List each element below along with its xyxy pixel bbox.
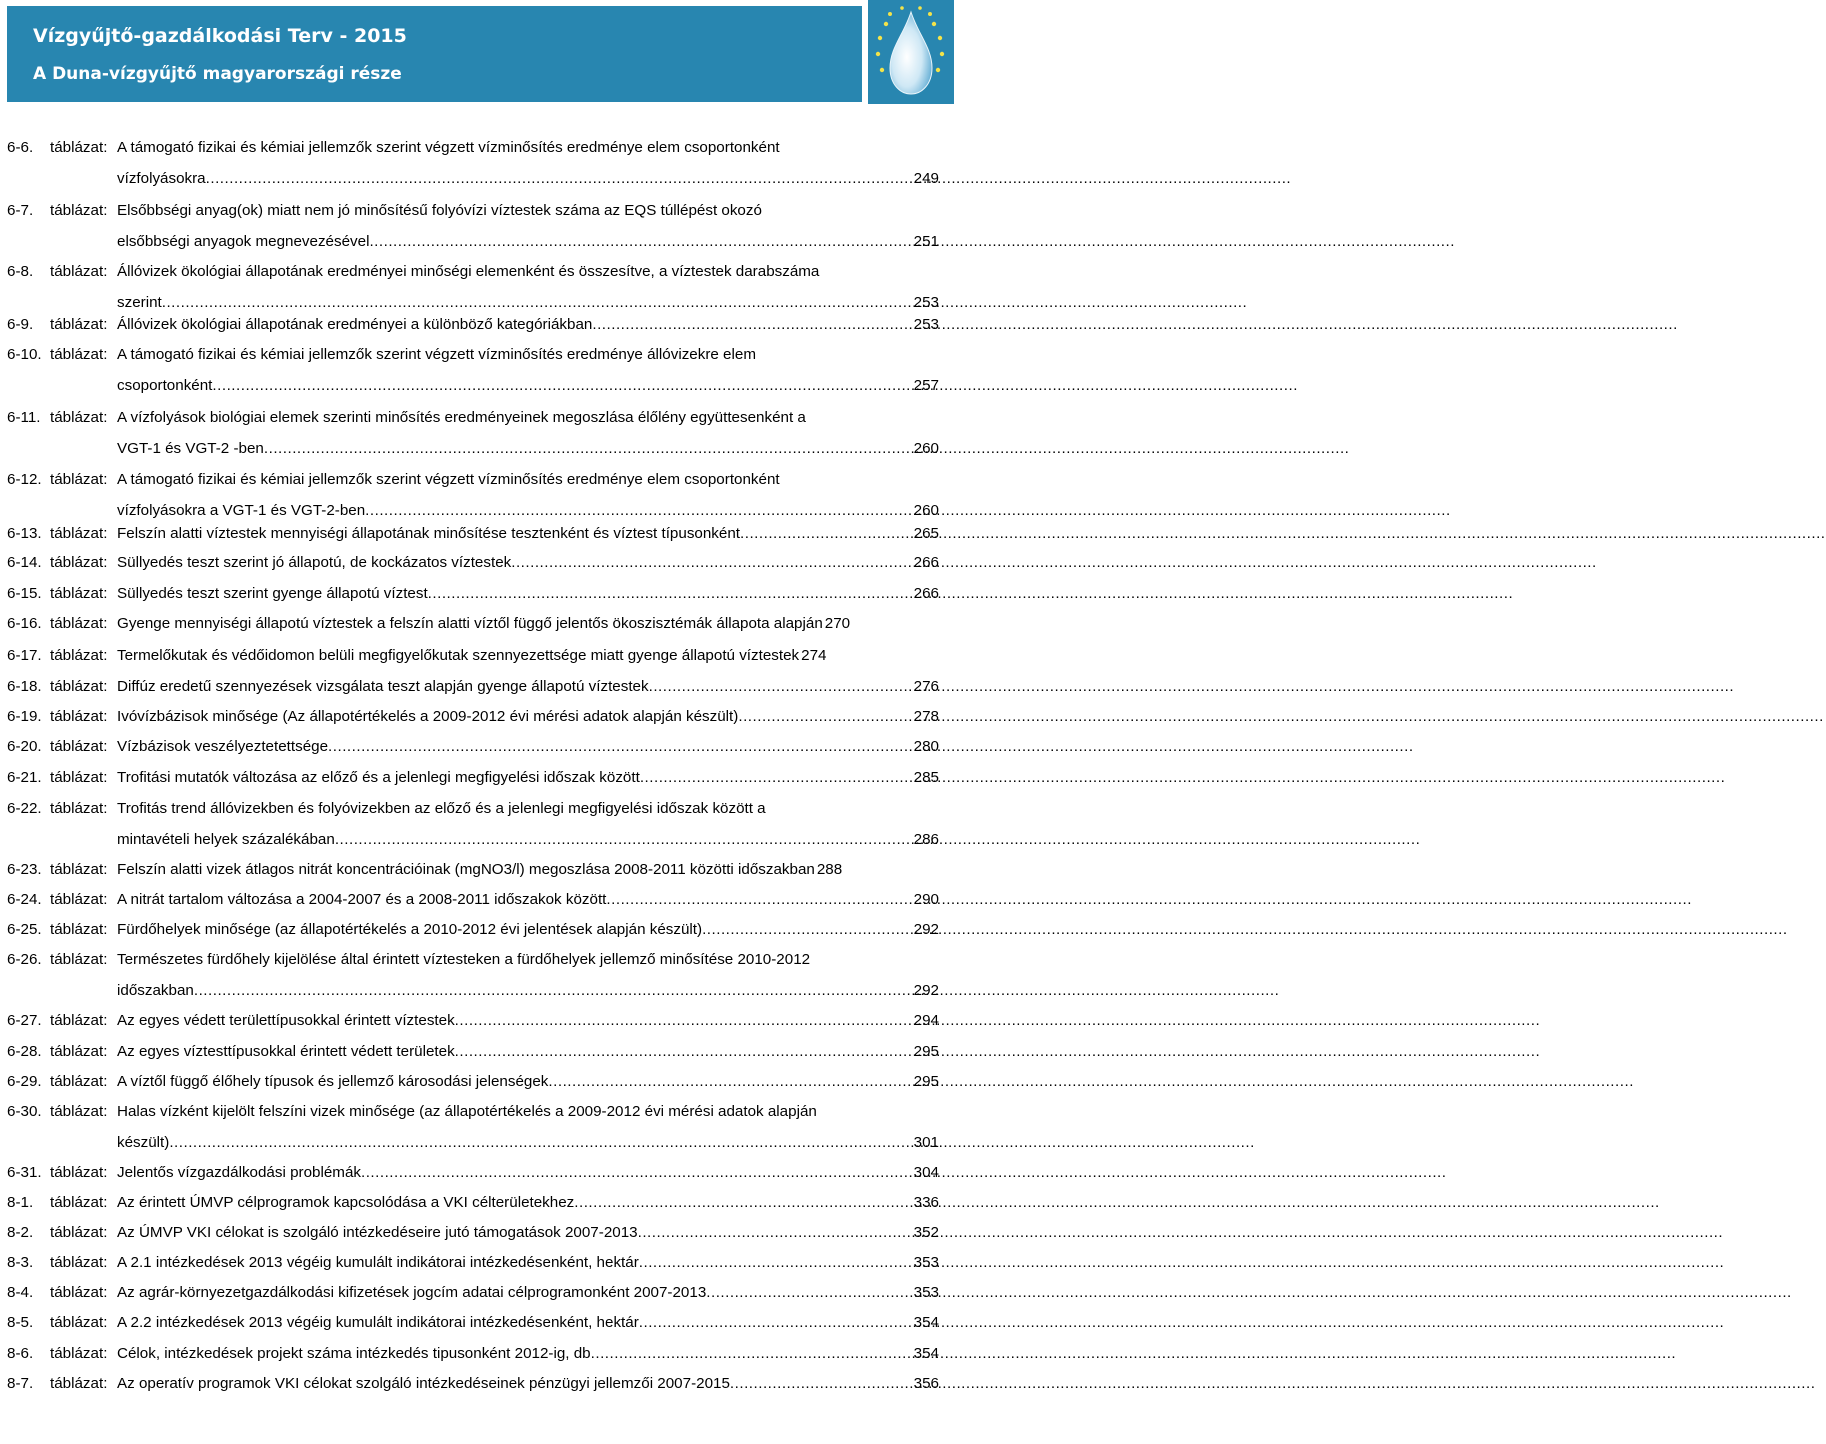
entry-label: táblázat: [50,554,108,571]
dot-leader [574,1193,911,1213]
entry-number: 8-3. [7,1254,34,1271]
dot-leader [640,768,912,788]
entry-number: 8-6. [7,1345,34,1362]
entry-title: Fürdőhelyek minősége (az állapotértékelés a 2010-2012 évi jelentések alapján készült) [117,921,703,938]
entry-number: 6-16. [7,615,42,632]
dot-leader [649,677,912,697]
entry-label: táblázat: [50,1284,108,1301]
entry-number: 6-20. [7,738,42,755]
entry-label: táblázat: [50,1012,108,1029]
entry-title: Az agrár-környezetgazdálkodási kifizetések jogcím adatai célprogramonként 2007-2013 [117,1284,707,1301]
dot-leader [511,553,911,573]
page-number: 294 [913,1012,939,1029]
page-number: 260 [913,440,939,457]
dot-leader [162,293,912,313]
entry-title: Ivóvízbázisok minősége (Az állapotértékelés a 2009-2012 évi mérési adatok alapján készült) [117,708,739,725]
entry-number: 8-2. [7,1224,34,1241]
page-number: 276 [913,678,939,695]
entry-number: 6-15. [7,585,42,602]
entry-title: Trofitás trend állóvizekben és folyóvizekben az előző és a jelenlegi megfigyelési időszak között a [117,800,766,817]
entry-number: 6-9. [7,316,34,333]
entry-label: táblázat: [50,1043,108,1060]
page-number: 278 [913,708,939,725]
entry-number: 6-25. [7,921,42,938]
page-number: 295 [913,1043,939,1060]
page-number: 251 [913,233,939,250]
header-title: Vízgyűjtő-gazdálkodási Terv - 2015 [33,25,407,47]
page-number: 352 [913,1224,939,1241]
page-number: 270 [824,615,851,632]
entry-title: Az ÚMVP VKI célokat is szolgáló intézkedéseire jutó támogatások 2007-2013 [117,1224,638,1241]
entry-number: 6-26. [7,951,42,968]
entry-number: 6-6. [7,139,34,156]
entry-number: 6-12. [7,471,42,488]
entry-label: táblázat: [50,202,108,219]
entry-label: táblázat: [50,891,108,908]
page-number: 266 [913,554,939,571]
dot-leader [328,737,912,757]
entry-label: táblázat: [50,738,108,755]
page-number: 336 [913,1194,939,1211]
entry-label: táblázat: [50,647,108,664]
entry-title: Süllyedés teszt szerint gyenge állapotú víztest [117,585,428,602]
entry-title: A támogató fizikai és kémiai jellemzők szerint végzett vízminősítés eredménye állóvizekre elem [117,346,756,363]
entry-title: vízfolyásokra a VGT-1 és VGT-2-ben [117,502,366,519]
entry-number: 8-5. [7,1314,34,1331]
entry-title: Az operatív programok VKI célokat szolgáló intézkedéseinek pénzügyi jellemzői 2007-2015 [117,1375,730,1392]
entry-title: elsőbbségi anyagok megnevezésével [117,233,370,250]
entry-title: Jelentős vízgazdálkodási problémák [117,1164,361,1181]
entry-number: 6-27. [7,1012,42,1029]
entry-label: táblázat: [50,409,108,426]
entry-number: 6-28. [7,1043,42,1060]
entry-title: Állóvizek ökológiai állapotának eredményei a különböző kategóriákban [117,316,593,333]
entry-title: szerint [117,294,162,311]
page-number: 280 [913,738,939,755]
entry-label: táblázat: [50,861,108,878]
dot-leader [206,169,912,189]
dot-leader [194,981,912,1001]
entry-title: Süllyedés teszt szerint jó állapotú, de kockázatos víztestek [117,554,512,571]
entry-title: A támogató fizikai és kémiai jellemzők szerint végzett vízminősítés eredménye elem csoportonként [117,471,780,488]
entry-title: mintavételi helyek százalékában [117,831,335,848]
entry-number: 8-7. [7,1375,34,1392]
dot-leader [335,830,912,850]
entry-title: időszakban [117,982,194,999]
page-number: 301 [913,1134,939,1151]
entry-title: A 2.1 intézkedések 2013 végéig kumulált indikátorai intézkedésenként, hektár [117,1254,639,1271]
entry-number: 6-13. [7,525,42,542]
entry-label: táblázat: [50,263,108,280]
entry-number: 6-23. [7,861,42,878]
dot-leader [702,920,912,940]
entry-title: készült) [117,1134,170,1151]
page-number: 249 [913,170,939,187]
entry-title: Halas vízként kijelölt felszíni vizek minősége (az állapotértékelés a 2009-2012 évi mérési adatok alapján [117,1103,817,1120]
entry-label: táblázat: [50,316,108,333]
entry-label: táblázat: [50,1224,108,1241]
entry-number: 6-14. [7,554,42,571]
dot-leader [264,439,912,459]
page-number: 295 [913,1073,939,1090]
entry-number: 6-31. [7,1164,42,1181]
entry-label: táblázat: [50,1194,108,1211]
entry-number: 6-22. [7,800,42,817]
page-number: 356 [913,1375,939,1392]
entry-title: Diffúz eredetű szennyezések vizsgálata teszt alapján gyenge állapotú víztestek [117,678,649,695]
dot-leader [212,376,911,396]
page-number: 266 [913,585,939,602]
entry-title: A nitrát tartalom változása a 2004-2007 és a 2008-2011 időszakok között [117,891,607,908]
entry-title: A 2.2 intézkedések 2013 végéig kumulált indikátorai intézkedésenként, hektár [117,1314,639,1331]
dot-leader [592,315,911,335]
dot-leader [455,1011,912,1031]
entry-title: Termelőkutak és védőidomon belüli megfigyelőkutak szennyezettsége miatt gyenge állapotú víztestek [117,647,800,664]
entry-label: táblázat: [50,769,108,786]
entry-title: vízfolyásokra [117,170,206,187]
entry-number: 6-19. [7,708,42,725]
entry-label: táblázat: [50,1164,108,1181]
dot-leader [591,1344,912,1364]
entry-label: táblázat: [50,1375,108,1392]
dot-leader [169,1133,911,1153]
entry-number: 6-8. [7,263,34,280]
entry-label: táblázat: [50,525,108,542]
page-number: 257 [913,377,939,394]
entry-title: A támogató fizikai és kémiai jellemzők szerint végzett vízminősítés eredménye elem csoportonként [117,139,780,156]
entry-title: Elsőbbségi anyag(ok) miatt nem jó minősítésű folyóvízi víztestek száma az EQS túllépést okozó [117,202,762,219]
entry-label: táblázat: [50,921,108,938]
entry-label: táblázat: [50,1314,108,1331]
entry-number: 6-18. [7,678,42,695]
entry-label: táblázat: [50,1345,108,1362]
dot-leader [639,1253,912,1273]
entry-number: 8-1. [7,1194,34,1211]
page-number: 288 [816,861,843,878]
dot-leader [361,1163,912,1183]
page-number: 290 [913,891,939,908]
dot-leader [730,1374,912,1394]
dot-leader [738,707,911,727]
entry-title: Természetes fürdőhely kijelölése által érintett víztesteken a fürdőhelyek jellemző minősítése 2010-2012 [117,951,811,968]
entry-label: táblázat: [50,615,108,632]
dot-leader [606,890,911,910]
header-subtitle: A Duna-vízgyűjtő magyarországi része [33,64,402,84]
entry-number: 6-30. [7,1103,42,1120]
entry-title: Felszín alatti víztestek mennyiségi állapotának minősítése tesztenként és víztest típusonként [117,525,741,542]
entry-label: táblázat: [50,800,108,817]
dot-leader [428,584,912,604]
dot-leader [639,1313,912,1333]
entry-label: táblázat: [50,471,108,488]
page-number: 253 [913,294,939,311]
page-number: 286 [913,831,939,848]
page-number: 253 [913,316,939,333]
page-number: 304 [913,1164,939,1181]
entry-label: táblázat: [50,1103,108,1120]
entry-title: Felszín alatti vizek átlagos nitrát koncentrációinak (mgNO3/l) megoszlása 2008-2011 közötti időszakban [117,861,815,878]
entry-number: 6-11. [7,409,41,426]
entry-number: 6-17. [7,647,42,664]
entry-number: 6-24. [7,891,42,908]
page-number: 354 [913,1314,939,1331]
page-number: 292 [913,982,939,999]
entry-title: A víztől függő élőhely típusok és jellemző károsodási jelenségek [117,1073,549,1090]
entry-title: Vízbázisok veszélyeztetettsége [117,738,329,755]
entry-label: táblázat: [50,346,108,363]
entry-number: 8-4. [7,1284,34,1301]
entry-title: Állóvizek ökológiai állapotának eredményei minőségi elemenként és összesítve, a víztestek darabszáma [117,263,820,280]
entry-title: csoportonként [117,377,213,394]
page-number: 260 [913,502,939,519]
dot-leader [369,232,911,252]
entry-number: 6-29. [7,1073,42,1090]
entry-number: 6-7. [7,202,34,219]
entry-title: Az egyes víztesttípusokkal érintett védett területek [117,1043,455,1060]
dot-leader [706,1283,911,1303]
water-drop-logo-icon [868,0,954,104]
entry-label: táblázat: [50,708,108,725]
page-number: 265 [913,525,939,542]
entry-title: Célok, intézkedések projekt száma intézkedés tipusonként 2012-ig, db [117,1345,591,1362]
entry-title: VGT-1 és VGT-2 -ben [117,440,264,457]
page-number: 353 [913,1254,939,1271]
dot-leader [365,501,911,521]
entry-label: táblázat: [50,139,108,156]
page-number: 292 [913,921,939,938]
dot-leader [548,1072,911,1092]
dot-leader [638,1223,912,1243]
entry-label: táblázat: [50,1073,108,1090]
entry-label: táblázat: [50,951,108,968]
page-number: 353 [913,1284,939,1301]
entry-title: A vízfolyások biológiai elemek szerinti minősítés eredményeinek megoszlása élőlény együttesenként a [117,409,806,426]
entry-title: Az érintett ÚMVP célprogramok kapcsolódása a VKI célterületekhez [117,1194,575,1211]
dot-leader [740,524,912,544]
dot-leader [455,1042,912,1062]
page-number: 274 [801,647,827,664]
entry-title: Az egyes védett területtípusokkal érintett víztestek [117,1012,455,1029]
entry-label: táblázat: [50,678,108,695]
entry-title: Gyenge mennyiségi állapotú víztestek a felszín alatti víztől függő jelentős ökoszisztémák állapota alapján [117,615,823,632]
page-header [7,6,862,102]
entry-title: Trofitási mutatók változása az előző és a jelenlegi megfigyelési időszak között [117,769,640,786]
entry-label: táblázat: [50,585,108,602]
entry-label: táblázat: [50,1254,108,1271]
entry-number: 6-10. [7,346,42,363]
page-number: 285 [913,769,939,786]
entry-number: 6-21. [7,769,42,786]
page-number: 354 [913,1345,939,1362]
